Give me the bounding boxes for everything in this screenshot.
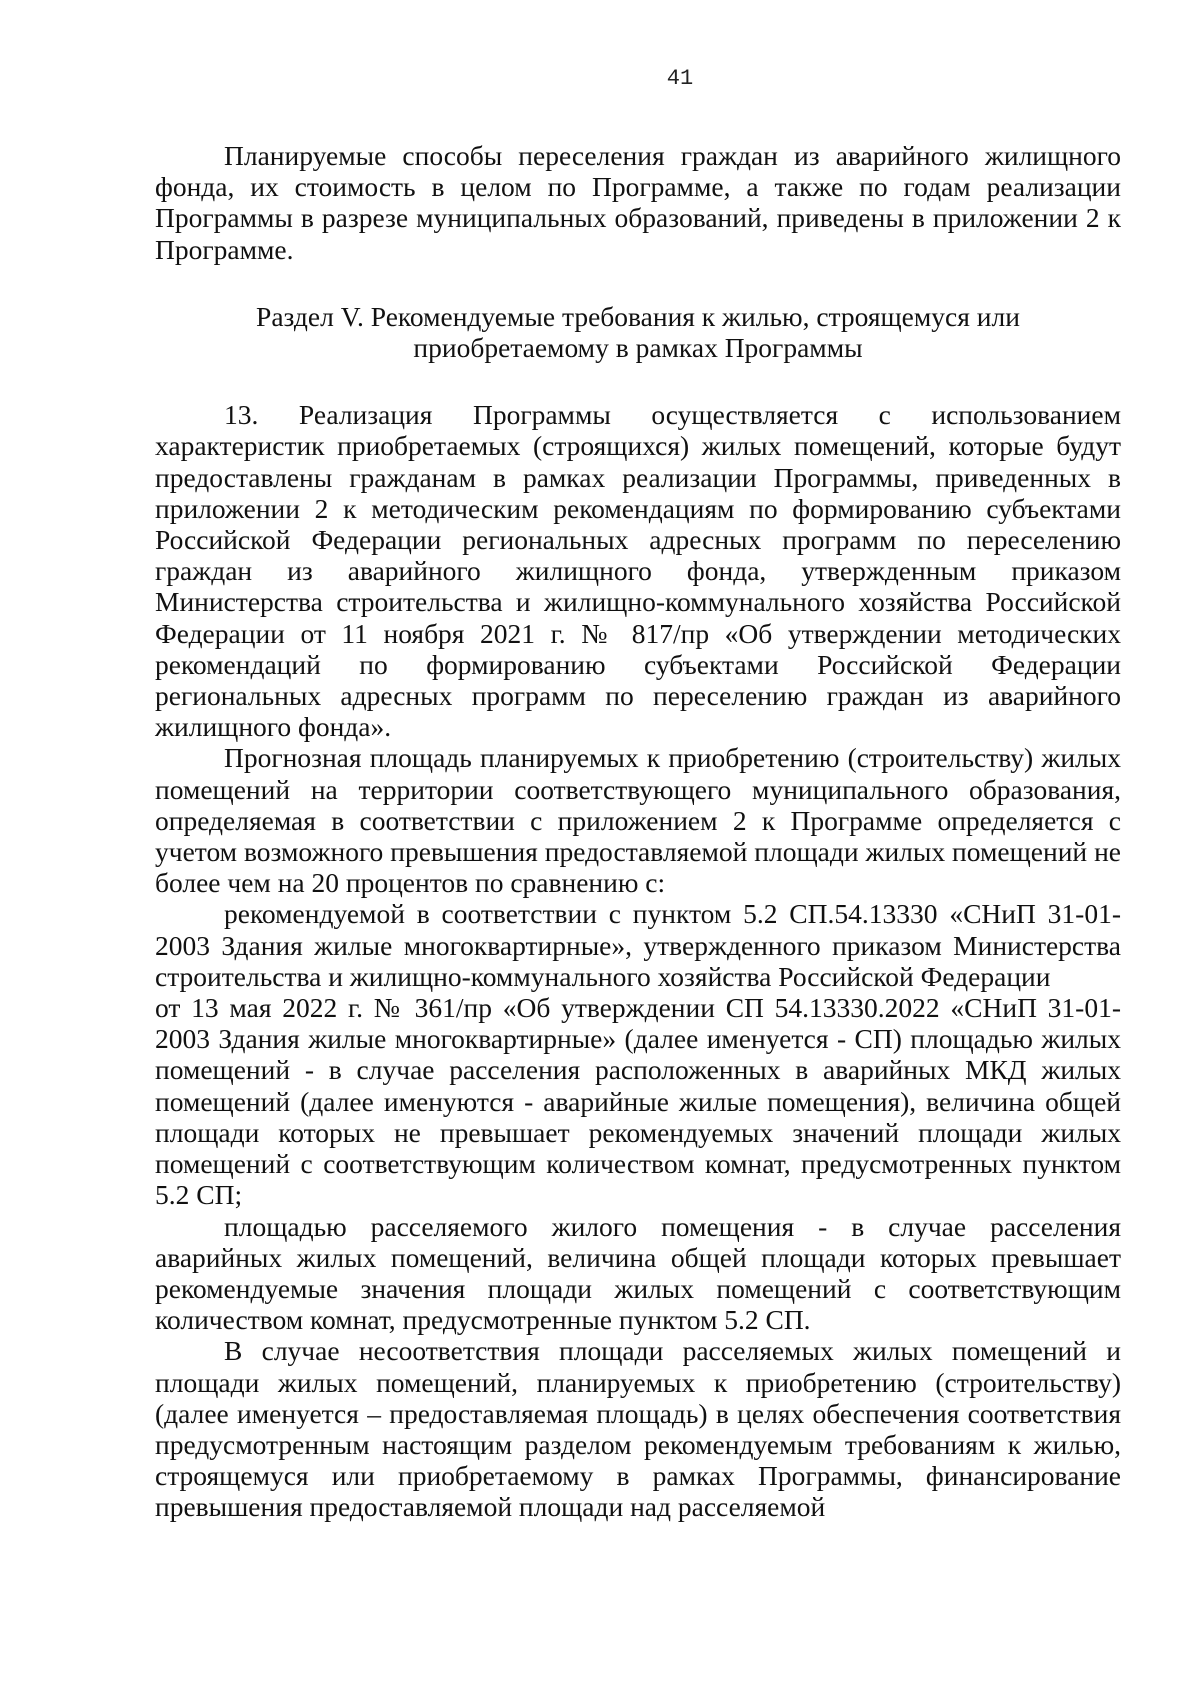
paragraph-area-mismatch: В случае несоответствия площади расселяемых жилых помещений и площади жилых помещений, планируемых к приобретению (строительству) (далее именуется – предоставляемая площадь) в целях обеспечения соответствия предусмотренным настоящим разделом рекомендуемым требованиям к жилью, строящемуся или приобретаемому в рамках Программы, финансирование превышения предоставляемой площади над расселяемой [155,1335,1121,1523]
paragraph-recommended-area: рекомендуемой в соответствии с пунктом 5.2 СП.54.13330 «СНиП 31-01-2003 Здания жилые многоквартирные», утвержденного приказом Министерства строительства и жилищно-коммунального хозяйства Российской Федерации [155,898,1121,992]
paragraph-item-13: 13. Реализация Программы осуществляется с использованием характеристик приобретаемых (строящихся) жилых помещений, которые будут предоставлены гражданам в рамках реализации Программы, приведенных в приложении 2 к методическим рекомендациям по формированию субъектами Российской Федерации региональных адресных программ по переселению граждан из аварийного жилищного фонда, утвержденным приказом Министерства строительства и жилищно-коммунального хозяйства Российской Федерации от 11 ноября 2021 г. № 817/пр «Об утверждении методических рекомендаций по формированию субъектами Российской Федерации региональных адресных программ по переселению граждан из аварийного жилищного фонда». [155,399,1121,743]
paragraph-resettled-area: площадью расселяемого жилого помещения - в случае расселения аварийных жилых помещений, величина общей площади которых превышает рекомендуемые значения площади жилых помещений с соответствующим количеством комнат, предусмотренные пунктом 5.2 СП. [155,1210,1121,1336]
section-heading [155,301,1121,363]
section-heading-line-2: приобретаемому в рамках Программы [413,332,863,364]
section-heading-line-1: Раздел V. Рекомендуемые требования к жилью, строящемуся или [256,300,1020,332]
paragraph-order-361: от 13 мая 2022 г. № 361/пр «Об утверждении СП 54.13330.2022 «СНиП 31-01-2003 Здания жилые многоквартирные» (далее именуется - СП) площадью жилых помещений - в случае расселения расположенных в аварийных МКД жилых помещений (далее именуются - аварийные жилые помещения), величина общей площади которых не превышает рекомендуемых значений площади жилых помещений с соответствующим количеством комнат, предусмотренных пунктом 5.2 СП; [155,992,1121,1211]
intro-paragraph: Планируемые способы переселения граждан из аварийного жилищного фонда, их стоимость в целом по Программе, а также по годам реализации Программы в разрезе муниципальных образований, приведены в приложении 2 к Программе. [155,140,1121,265]
paragraph-forecast-area: Прогнозная площадь планируемых к приобретению (строительству) жилых помещений на территории соответствующего муниципального образования, определяемая в соответствии с приложением 2 к Программе определяется с учетом возможного превышения предоставляемой площади жилых помещений не более чем на 20 процентов по сравнению с: [155,742,1121,899]
document-body [155,140,1121,1523]
page-number: 41 [666,66,694,91]
